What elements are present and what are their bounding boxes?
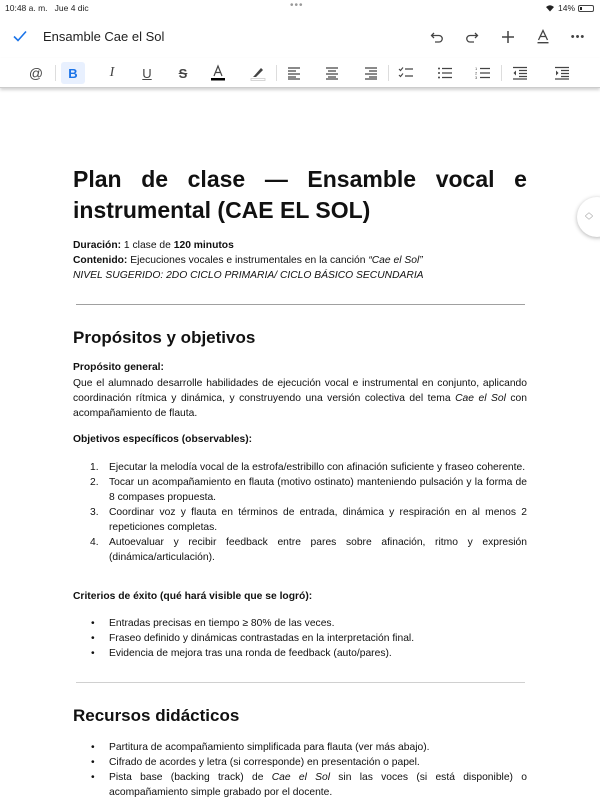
lesson-meta	[73, 238, 424, 283]
list-item	[73, 646, 527, 661]
text-color-icon	[209, 64, 227, 82]
heading-line-1	[73, 164, 527, 195]
text-color-button[interactable]	[206, 62, 230, 84]
highlighter-icon	[249, 64, 267, 82]
doc-header	[0, 20, 600, 54]
toolbar-divider	[276, 65, 277, 81]
purpose-text: con acompañamiento de flauta.	[73, 393, 527, 419]
list-item	[73, 631, 527, 646]
mention-icon[interactable]: @	[28, 65, 44, 81]
list-item-song: Cae el Sol	[271, 772, 331, 783]
heading-word: Plan	[73, 166, 122, 192]
list-number: 2.	[90, 477, 99, 488]
content-line	[73, 253, 424, 268]
list-item	[73, 770, 527, 800]
decrease-indent-icon	[512, 66, 528, 80]
chevron-up-icon[interactable]: ︿	[585, 208, 593, 217]
text-format-icon[interactable]	[533, 27, 553, 47]
duration-value: 120 minutos	[173, 240, 234, 251]
toolbar-divider	[501, 65, 502, 81]
content-song: “Cae el Sol”	[368, 255, 423, 266]
heading-word: —	[264, 166, 288, 192]
heading-word: clase	[187, 166, 246, 192]
bullet-icon: •	[91, 633, 95, 644]
section-heading-resources: Recursos didácticos	[73, 706, 240, 725]
list-item-text: Entradas precisas en tiempo ≥ 80% de las veces.	[109, 618, 335, 629]
increase-indent-icon	[554, 66, 570, 80]
status-time: 10:48 a. m. Jue 4 dic	[5, 3, 89, 13]
purpose-label: Propósito general:	[73, 362, 164, 373]
section-heading-purposes: Propósitos y objetivos	[73, 328, 256, 347]
increase-indent-button[interactable]	[550, 62, 574, 84]
horizontal-rule	[76, 304, 525, 305]
list-item-text: Cifrado de acordes y letra (si corresponde) en presentación o papel.	[109, 757, 420, 768]
heading-line-2: instrumental (CAE EL SOL)	[73, 197, 371, 223]
bulleted-list-icon	[437, 66, 453, 80]
wifi-icon	[545, 4, 555, 12]
multitask-dots-icon[interactable]: •••	[290, 0, 304, 11]
objectives-list	[73, 460, 527, 565]
heading-word: de	[141, 166, 169, 192]
align-center-icon	[325, 66, 339, 80]
list-item	[73, 460, 527, 475]
heading-word: vocal	[435, 166, 495, 192]
toolbar-divider	[55, 65, 56, 81]
list-item	[73, 616, 527, 631]
align-right-button[interactable]	[359, 62, 383, 84]
bold-button[interactable]: B	[61, 62, 85, 84]
list-number: 3.	[90, 507, 99, 518]
list-item-text: Ejecutar la melodía vocal de la estrofa/estribillo con afinación suficiente y fraseo coherente.	[109, 462, 526, 473]
bullet-icon: •	[91, 772, 95, 783]
objectives-label: Objetivos específicos (observables):	[73, 434, 253, 445]
resources-list	[73, 740, 527, 800]
list-item	[73, 535, 527, 565]
document-title[interactable]: Ensamble Cae el Sol	[43, 29, 165, 44]
list-item-text: Autoevaluar y recibir feedback entre pares sobre afinación, ritmo y expresión (dinámica/articulación).	[109, 537, 527, 563]
criteria-list	[73, 616, 527, 661]
list-item	[73, 740, 527, 755]
list-item	[73, 755, 527, 770]
list-item-text: Evidencia de mejora tras una ronda de feedback (auto/pares).	[109, 648, 392, 659]
toolbar-divider	[388, 65, 389, 81]
document-heading	[73, 164, 527, 226]
purpose-text: Que el alumnado desarrolle habilidades de ejecución vocal e instrumental en conjunto, aplicando coordinación rítmica y dinámica, y construyendo una versión colectiva del tema	[73, 378, 527, 404]
more-icon[interactable]: •••	[570, 31, 586, 43]
svg-text:3: 3	[475, 75, 478, 80]
content-label: Contenido:	[73, 255, 128, 266]
battery-icon	[578, 5, 594, 12]
purpose-song: Cae el Sol	[455, 393, 506, 404]
list-item-text: Tocar un acompañamiento en flauta (motivo ostinato) manteniendo pulsación y la forma de 8 compases propuesta.	[109, 477, 527, 503]
checklist-button[interactable]	[394, 62, 418, 84]
status-bar	[0, 0, 600, 16]
svg-text:1: 1	[475, 66, 478, 71]
bullet-icon: •	[91, 648, 95, 659]
heading-word: e	[514, 166, 527, 192]
duration-text: 1 clase de	[121, 240, 174, 251]
list-item-text: Pista base (backing track) de	[109, 772, 272, 783]
bullet-icon: •	[91, 618, 95, 629]
duration-line	[73, 238, 424, 253]
bulleted-list-button[interactable]	[433, 62, 457, 84]
checkmark-icon[interactable]	[12, 28, 28, 44]
list-item-text: Fraseo definido y dinámicas contrastadas en la interpretación final.	[109, 633, 415, 644]
horizontal-rule	[76, 682, 525, 683]
list-item	[73, 475, 527, 505]
align-left-button[interactable]	[282, 62, 306, 84]
criteria-label: Criterios de éxito (qué hará visible que se logró):	[73, 591, 313, 602]
highlight-button[interactable]	[246, 62, 270, 84]
underline-button[interactable]: U	[142, 65, 152, 81]
bullet-icon: •	[91, 742, 95, 753]
list-number: 4.	[90, 537, 99, 548]
purpose-paragraph	[73, 376, 527, 421]
align-right-icon	[364, 66, 378, 80]
list-item-text: Coordinar voz y flauta en términos de entrada, dinámica y respiración en al menos 2 repeticiones completas.	[109, 507, 527, 533]
italic-button[interactable]: I	[109, 65, 115, 80]
undo-icon[interactable]	[427, 27, 447, 47]
decrease-indent-button[interactable]	[508, 62, 532, 84]
list-item-text: sin las voces (si está disponible) o acompañamiento simple grabado por el docente.	[109, 772, 527, 798]
align-left-icon	[287, 66, 301, 80]
add-icon[interactable]	[498, 27, 518, 47]
strikethrough-button[interactable]: S	[178, 65, 188, 81]
battery-percent: 14%	[557, 3, 575, 13]
format-toolbar	[0, 58, 600, 88]
chevron-down-icon[interactable]: ﹀	[585, 216, 593, 225]
list-item	[73, 505, 527, 535]
numbered-list-icon	[475, 66, 491, 80]
level-line	[73, 268, 424, 283]
checklist-icon	[398, 66, 414, 80]
list-item-text: Partitura de acompañamiento simplificada para flauta (ver más abajo).	[109, 742, 430, 753]
heading-word: Ensamble	[307, 166, 417, 192]
status-right	[545, 3, 594, 13]
numbered-list-button[interactable]	[471, 62, 495, 84]
svg-text:2: 2	[475, 70, 478, 76]
redo-icon[interactable]	[462, 27, 482, 47]
bullet-icon: •	[91, 757, 95, 768]
page-navigation-pill[interactable]	[577, 197, 600, 237]
content-text: Ejecuciones vocales e instrumentales en la canción	[127, 255, 369, 266]
duration-label: Duración:	[73, 240, 122, 251]
level-text: NIVEL SUGERIDO: 2DO CICLO PRIMARIA/ CICLO BÁSICO SECUNDARIA	[73, 270, 424, 281]
list-number: 1.	[90, 462, 99, 473]
align-center-button[interactable]	[320, 62, 344, 84]
